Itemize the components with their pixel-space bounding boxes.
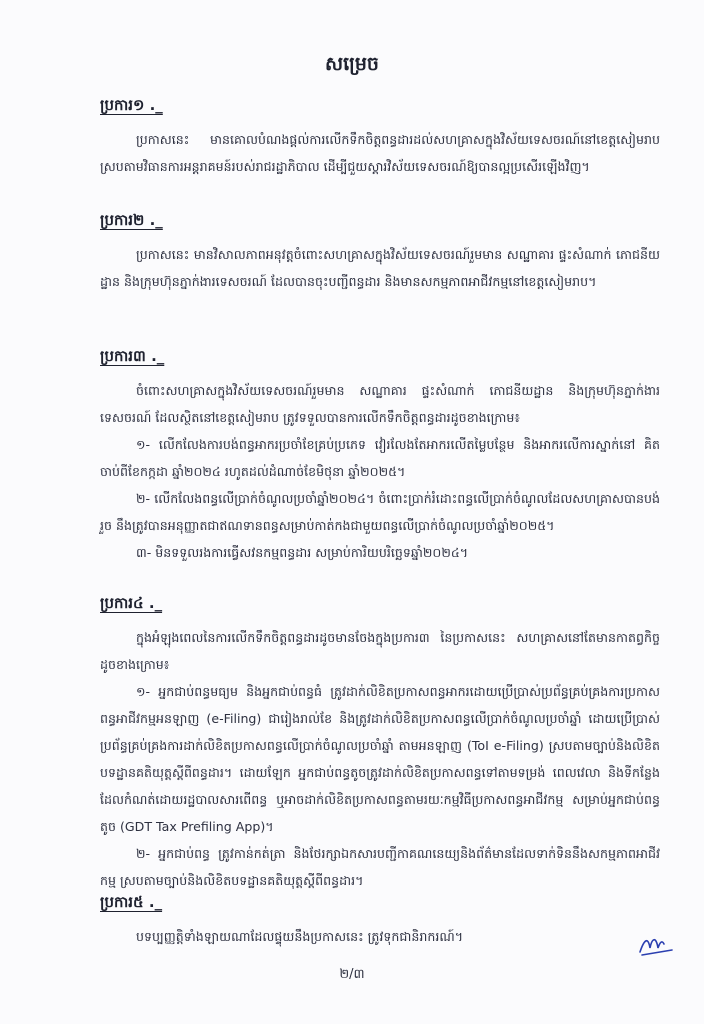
- article-5: [100, 893, 660, 950]
- article-4: [100, 594, 660, 894]
- list-item: ២- អ្នកជាប់ពន្ធ ត្រូវកាន់កត់ត្រា និងថែរក្សាឯកសារបញ្ជីកាគណនេយ្យនិងព័ត៌មានដែលទាក់ទិននឹងសកម្មភាពអាជីវកម្ម ស្របតាមច្បាប់និងលិខិតបទដ្ឋានគតិយុត្តស្តីពីពន្ធដារ។: [100, 846, 660, 888]
- list-item: ៣- មិនទទួលរងការធ្វើសវនកម្មពន្ធដារ សម្រាប់ការិយបរិច្ឆេទឆ្នាំ២០២៤។: [136, 545, 469, 560]
- article-heading: ប្រការ១ ._: [100, 96, 163, 114]
- article-heading: ប្រការ៥ ._: [100, 893, 163, 911]
- article-1: [100, 96, 660, 180]
- article-paragraph: ប្រកាសនេះ មានវិសាលភាពអនុវត្តចំពោះសហគ្រាសក្នុងវិស័យទេសចរណ៍រួមមាន សណ្ឋាគារ ផ្ទះសំណាក់ ភោជនីយដ្ឋាន និងក្រុមហ៊ុនភ្នាក់ងារទេសចរណ៍ ដែលបានចុះបញ្ជីពន្ធដារ និងមានសកម្មភាពអាជីវកម្មនៅខេត្តសៀមរាប។: [100, 247, 660, 289]
- article-heading: ប្រការ២ ._: [100, 211, 163, 229]
- article-heading: ប្រការ៣ ._: [100, 347, 165, 365]
- article-3: [100, 347, 660, 566]
- article-paragraph: បទប្បញ្ញត្តិទាំងឡាយណាដែលផ្ទុយនឹងប្រកាសនេះ ត្រូវទុកជានិរាករណ៍។: [136, 929, 464, 944]
- article-paragraph: ចំពោះសហគ្រាសក្នុងវិស័យទេសចរណ៍រួមមាន សណ្ឋាគារ ផ្ទះសំណាក់ ភោជនីយដ្ឋាន និងក្រុមហ៊ុនភ្នាក់ងារទេសចរណ៍ ដែលស្ថិតនៅខេត្តសៀមរាប ត្រូវទទួលបានការលើកទឹកចិត្តពន្ធដារដូចខាងក្រោម៖: [100, 383, 660, 425]
- list-item: ១- អ្នកជាប់ពន្ធមធ្យម និងអ្នកជាប់ពន្ធធំ ត្រូវដាក់លិខិតប្រកាសពន្ធអាករដោយប្រើប្រាស់ប្រព័ន្ធគ្រប់គ្រងការប្រកាសពន្ធអាជីវកម្មអនឡាញ (e-Filing) ជារៀងរាល់ខែ និងត្រូវដាក់លិខិតប្រកាសពន្ធលើប្រាក់ចំណូលប្រចាំឆ្នាំ ដោយប្រើប្រាស់ប្រព័ន្ធគ្រប់គ្រងការដាក់លិខិតប្រកាសពន្ធលើប្រាក់ចំណូលប្រចាំឆ្នាំ តាមអនឡាញ (ToI e-Filing) ស្របតាមច្បាប់និងលិខិតបទដ្ឋានគតិយុត្តស្តីពីពន្ធដារ។ ដោយឡែក អ្នកជាប់ពន្ធតូចត្រូវដាក់លិខិតប្រកាសពន្ធទៅតាមទម្រង់ ពេលវេលា និងទីកន្លែងដែលកំណត់ដោយរដ្ឋបាលសារពើពន្ធ ឬអាចដាក់លិខិតប្រកាសពន្ធតាមរយៈកម្មវិធីប្រកាសពន្ធអាជីវកម្ម សម្រាប់អ្នកជាប់ពន្ធតូច (GDT Tax Prefiling App)។: [100, 684, 660, 834]
- article-paragraph: ប្រកាសនេះ មានគោលបំណងផ្តល់ការលើកទឹកចិត្តពន្ធដារដល់សហគ្រាសក្នុងវិស័យទេសចរណ៍នៅខេត្តសៀមរាប ស្របតាមវិធានការអន្តរាគមន៍របស់រាជរដ្ឋាភិបាល ដើម្បីជួយស្តារវិស័យទេសចរណ៍ឱ្យបានល្អប្រសើរឡើងវិញ។: [100, 132, 660, 174]
- signature-initials-icon: [636, 930, 676, 960]
- list-item: ២- លើកលែងពន្ធលើប្រាក់ចំណូលប្រចាំឆ្នាំ២០២៤។ ចំពោះប្រាក់រំដោះពន្ធលើប្រាក់ចំណូលដែលសហគ្រាសបានបង់រួច នឹងត្រូវបានអនុញ្ញាតជាឥណទានពន្ធសម្រាប់កាត់កងជាមួយពន្ធលើប្រាក់ចំណូលប្រចាំឆ្នាំ២០២៥។: [100, 491, 660, 533]
- article-2: [100, 211, 660, 295]
- page-number: ២/៣: [339, 967, 365, 982]
- document-title: សម្រេច: [325, 53, 379, 75]
- article-heading: ប្រការ៤ ._: [100, 594, 163, 612]
- article-paragraph: ក្នុងអំឡុងពេលនៃការលើកទឹកចិត្តពន្ធដារដូចមានចែងក្នុងប្រការ៣ នៃប្រកាសនេះ សហគ្រាសនៅតែមានកាតព្វកិច្ចដូចខាងក្រោម៖: [100, 630, 660, 672]
- list-item: ១- លើកលែងការបង់ពន្ធអាករប្រចាំខែគ្រប់ប្រភេទ វៀរលែងតែអាករលើតម្លៃបន្ថែម និងអាករលើការស្នាក់នៅ គិតចាប់ពីខែកក្កដា ឆ្នាំ២០២៤ រហូតដល់ដំណាច់ខែមិថុនា ឆ្នាំ២០២៥។: [100, 437, 660, 479]
